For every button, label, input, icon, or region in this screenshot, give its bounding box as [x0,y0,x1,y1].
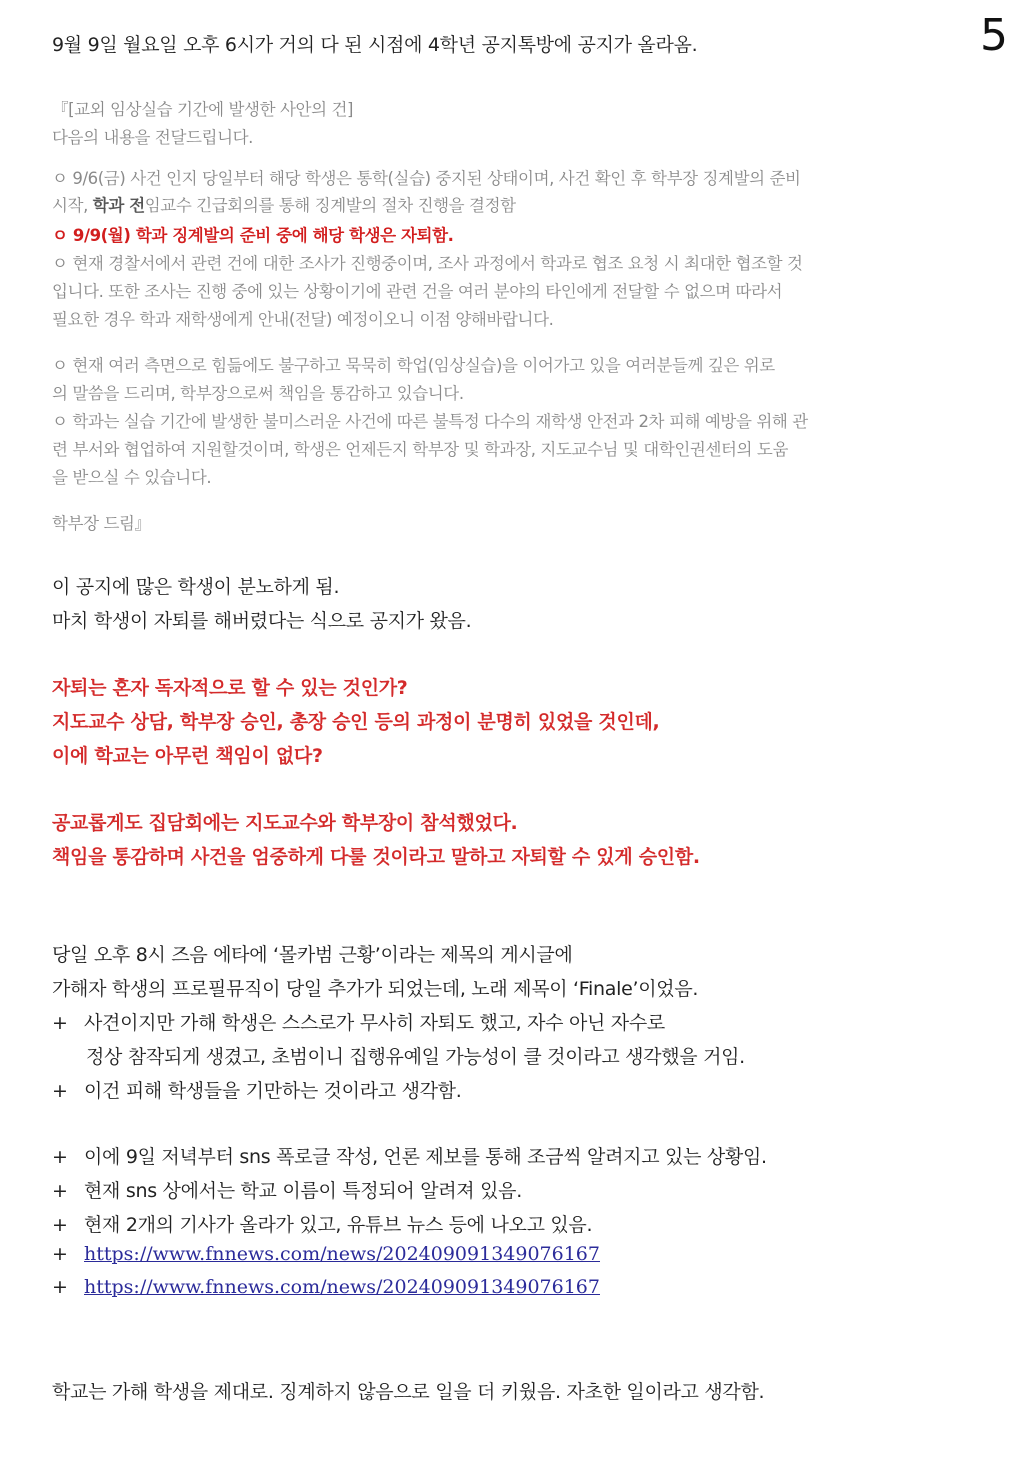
notice-item-4-line-2: 의 말씀을 드리며, 학부장으로써 책임을 통감하고 있습니다. [52,384,464,403]
plus-bullet-icon: + [52,1080,68,1102]
notice-item-3-line-1: ㅇ 현재 경찰서에서 관련 건에 대한 조사가 진행중이며, 조사 과정에서 학과로 협조 요청 시 최대한 협조할 것 [52,254,803,273]
plus-bullet-icon: + [52,1276,68,1298]
plus-bullet-icon: + [52,1180,68,1202]
notice-signature: 학부장 드림』 [52,514,151,533]
plus-bullet-icon: + [52,1243,68,1265]
notice-title: 『[교외 임상실습 기간에 발생한 사안의 건] [52,100,354,119]
conclusion-line: 학교는 가해 학생을 제대로. 징계하지 않음으로 일을 더 키웠음. 자초한 일이라고 생각함. [52,1381,765,1403]
notice-item-3-line-3: 필요한 경우 학과 재학생에게 안내(전달) 예정이오니 이점 양해바랍니다. [52,310,554,329]
notice-item-1-post: 임교수 긴급회의를 통해 징계발의 절차 진행을 결정함 [144,196,516,215]
question-line-5: 책임을 통감하며 사건을 엄중하게 다룰 것이라고 말하고 자퇴할 수 있게 승인함. [52,846,700,868]
evening-bullet-2 [52,1076,461,1103]
evening-bullet-1-text: 사견이지만 가해 학생은 스스로가 무사히 자퇴도 했고, 자수 아닌 자수로 [84,1012,665,1034]
evening-bullet-1-line-2: 정상 참작되게 생겼고, 초범이니 집행유예일 가능성이 클 것이라고 생각했을 거임. [86,1046,745,1068]
status-bullet-1-text: 이에 9일 저녁부터 sns 폭로글 작성, 언론 제보를 통해 조금씩 알려지고 있는 상황임. [84,1146,767,1168]
plus-bullet-icon: + [52,1146,68,1168]
status-link-row-2 [52,1276,600,1298]
plus-bullet-icon: + [52,1012,68,1034]
notice-item-1-line-1: ㅇ 9/6(금) 사건 인지 당일부터 해당 학생은 통학(실습) 중지된 상태이며, 사건 확인 후 학부장 징계발의 준비 [52,169,801,188]
page-number: 5 [980,10,1008,61]
notice-item-4-line-1: ㅇ 현재 여러 측면으로 힘듦에도 불구하고 묵묵히 학업(임상실습)을 이어가고 있을 여러분들께 깊은 위로 [52,356,775,375]
question-line-4: 공교롭게도 집담회에는 지도교수와 학부장이 참석했었다. [52,812,518,834]
status-bullet-1 [52,1142,767,1169]
notice-item-1-pre: 시작, [52,196,93,215]
notice-item-1-line-2 [52,192,516,216]
evening-bullet-2-text: 이건 피해 학생들을 기만하는 것이라고 생각함. [84,1080,462,1102]
notice-item-3-line-2: 입니다. 또한 조사는 진행 중에 있는 상황이기에 관련 건을 여러 분야의 타인에게 전달할 수 없으며 따라서 [52,282,783,301]
question-line-3: 이에 학교는 아무런 책임이 없다? [52,745,323,767]
notice-item-1-bold: 학과 전 [92,196,145,215]
reaction-line-2: 마치 학생이 자퇴를 해버렸다는 식으로 공지가 왔음. [52,610,472,632]
status-bullet-2-text: 현재 sns 상에서는 학교 이름이 특정되어 알려져 있음. [84,1180,522,1202]
evening-bullet-1-line-1 [52,1008,665,1035]
reaction-line-1: 이 공지에 많은 학생이 분노하게 됨. [52,576,340,598]
notice-intro: 다음의 내용을 전달드립니다. [52,128,254,147]
status-bullet-3-text: 현재 2개의 기사가 올라가 있고, 유튜브 뉴스 등에 나오고 있음. [84,1214,593,1236]
question-line-1: 자퇴는 혼자 독자적으로 할 수 있는 것인가? [52,677,408,699]
question-line-2: 지도교수 상담, 학부장 승인, 총장 승인 등의 과정이 분명히 있었을 것인데, [52,711,660,733]
notice-item-5-line-3: 을 받으실 수 있습니다. [52,468,212,487]
notice-item-5-line-2: 련 부서와 협업하여 지원할것이며, 학생은 언제든지 학부장 및 학과장, 지도교수님 및 대학인권센터의 도움 [52,440,789,459]
news-link-1[interactable]: https://www.fnnews.com/news/202409091349076167 [84,1243,600,1265]
status-bullet-2 [52,1176,522,1203]
news-link-2[interactable]: https://www.fnnews.com/news/202409091349076167 [84,1276,600,1298]
status-bullet-3 [52,1210,592,1237]
status-link-row-1 [52,1243,600,1265]
notice-item-2-red: ㅇ 9/9(월) 학과 징계발의 준비 중에 해당 학생은 자퇴함. [52,226,454,245]
notice-item-5-line-1: ㅇ 학과는 실습 기간에 발생한 불미스러운 사건에 따른 불특정 다수의 재학생 안전과 2차 피해 예방을 위해 관 [52,412,808,431]
evening-line-1: 당일 오후 8시 즈음 에타에 ‘몰카범 근황’이라는 제목의 게시글에 [52,944,573,966]
header-line: 9월 9일 월요일 오후 6시가 거의 다 된 시점에 4학년 공지톡방에 공지가 올라옴. [52,34,698,56]
plus-bullet-icon: + [52,1214,68,1236]
evening-line-2: 가해자 학생의 프로필뮤직이 당일 추가가 되었는데, 노래 제목이 ‘Finale’이었음. [52,978,699,1000]
